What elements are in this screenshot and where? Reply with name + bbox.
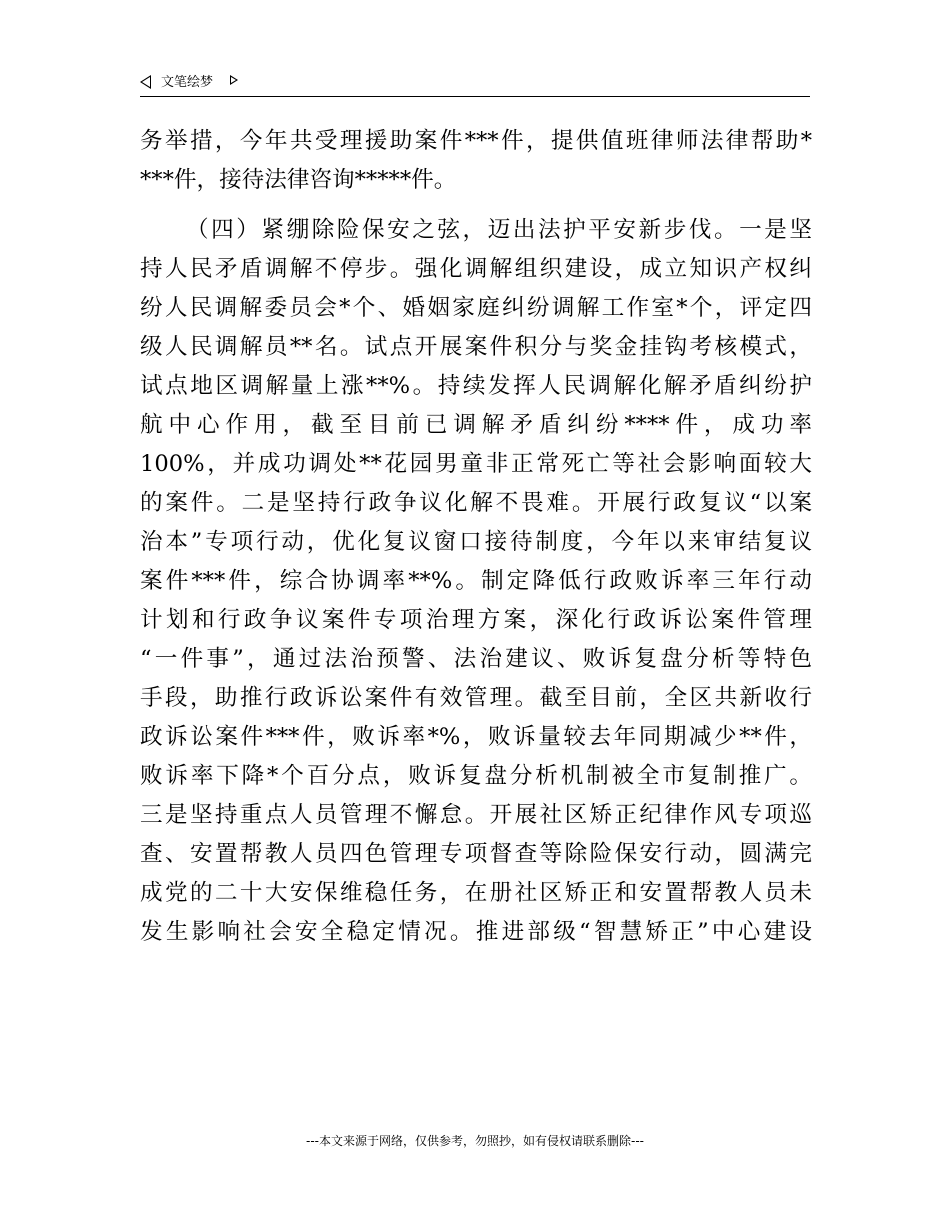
page-header xyxy=(140,72,810,97)
triangle-right-icon xyxy=(230,75,238,85)
paragraph-2-line: 败诉率下降*个百分点，败诉复盘分析机制被全市复制推广。 xyxy=(140,763,812,789)
paragraph-2-line: 手段，助推行政诉讼案件有效管理。截至目前，全区共新收行 xyxy=(140,685,812,711)
paragraph-1-line: 务举措，今年共受理援助案件***件，提供值班律师法律帮助* xyxy=(140,128,812,154)
paragraph-2-line: 成党的二十大安保维稳任务，在册社区矫正和安置帮教人员未 xyxy=(140,880,812,906)
paragraph-1-line: ***件，接待法律咨询*****件。 xyxy=(140,167,457,193)
paragraph-2-line: 治本”专项行动，优化复议窗口接待制度，今年以来审结复议 xyxy=(140,529,812,555)
paragraph-2-line: 案件***件，综合协调率**%。制定降低行政败诉率三年行动 xyxy=(140,568,812,594)
paragraph-2-line: 航中心作用，截至目前已调解矛盾纠纷****件，成功率 xyxy=(140,412,812,438)
paragraph-2-line: （四）紧绷除险保安之弦，迈出法护平安新步伐。一是坚 xyxy=(186,217,812,243)
header-brand: 文笔绘梦 xyxy=(161,75,214,90)
paragraph-2-line: “一件事”，通过法治预警、法治建议、败诉复盘分析等特色 xyxy=(140,646,812,672)
paragraph-2-line: 政诉讼案件***件，败诉率*%，败诉量较去年同期减少**件， xyxy=(140,724,812,750)
paragraph-2-line: 100%，并成功调处**花园男童非正常死亡等社会影响面较大 xyxy=(140,451,812,477)
paragraph-2-line: 试点地区调解量上涨**%。持续发挥人民调解化解矛盾纠纷护 xyxy=(140,373,812,399)
paragraph-gap xyxy=(140,200,812,211)
page-footer: ---本文来源于网络，仅供参考，勿照抄，如有侵权请联系删除--- xyxy=(306,1134,644,1148)
paragraph-2-line: 纷人民调解委员会*个、婚姻家庭纠纷调解工作室*个，评定四 xyxy=(140,295,812,321)
paragraph-2-line: 发生影响社会安全稳定情况。推进部级“智慧矫正”中心建设 xyxy=(140,919,812,945)
document-body xyxy=(140,122,812,952)
paragraph-2-line: 的案件。二是坚持行政争议化解不畏难。开展行政复议“以案 xyxy=(140,490,812,516)
paragraph-2-line: 查、安置帮教人员四色管理专项督查等除险保安行动，圆满完 xyxy=(140,841,812,867)
paragraph-2-line: 计划和行政争议案件专项治理方案，深化行政诉讼案件管理 xyxy=(140,607,812,633)
paragraph-2-line: 持人民矛盾调解不停步。强化调解组织建设，成立知识产权纠 xyxy=(140,256,812,282)
triangle-left-icon xyxy=(140,75,151,89)
paragraph-2-line: 三是坚持重点人员管理不懈怠。开展社区矫正纪律作风专项巡 xyxy=(140,802,812,828)
paragraph-2-line: 级人民调解员**名。试点开展案件积分与奖金挂钩考核模式， xyxy=(140,334,812,360)
